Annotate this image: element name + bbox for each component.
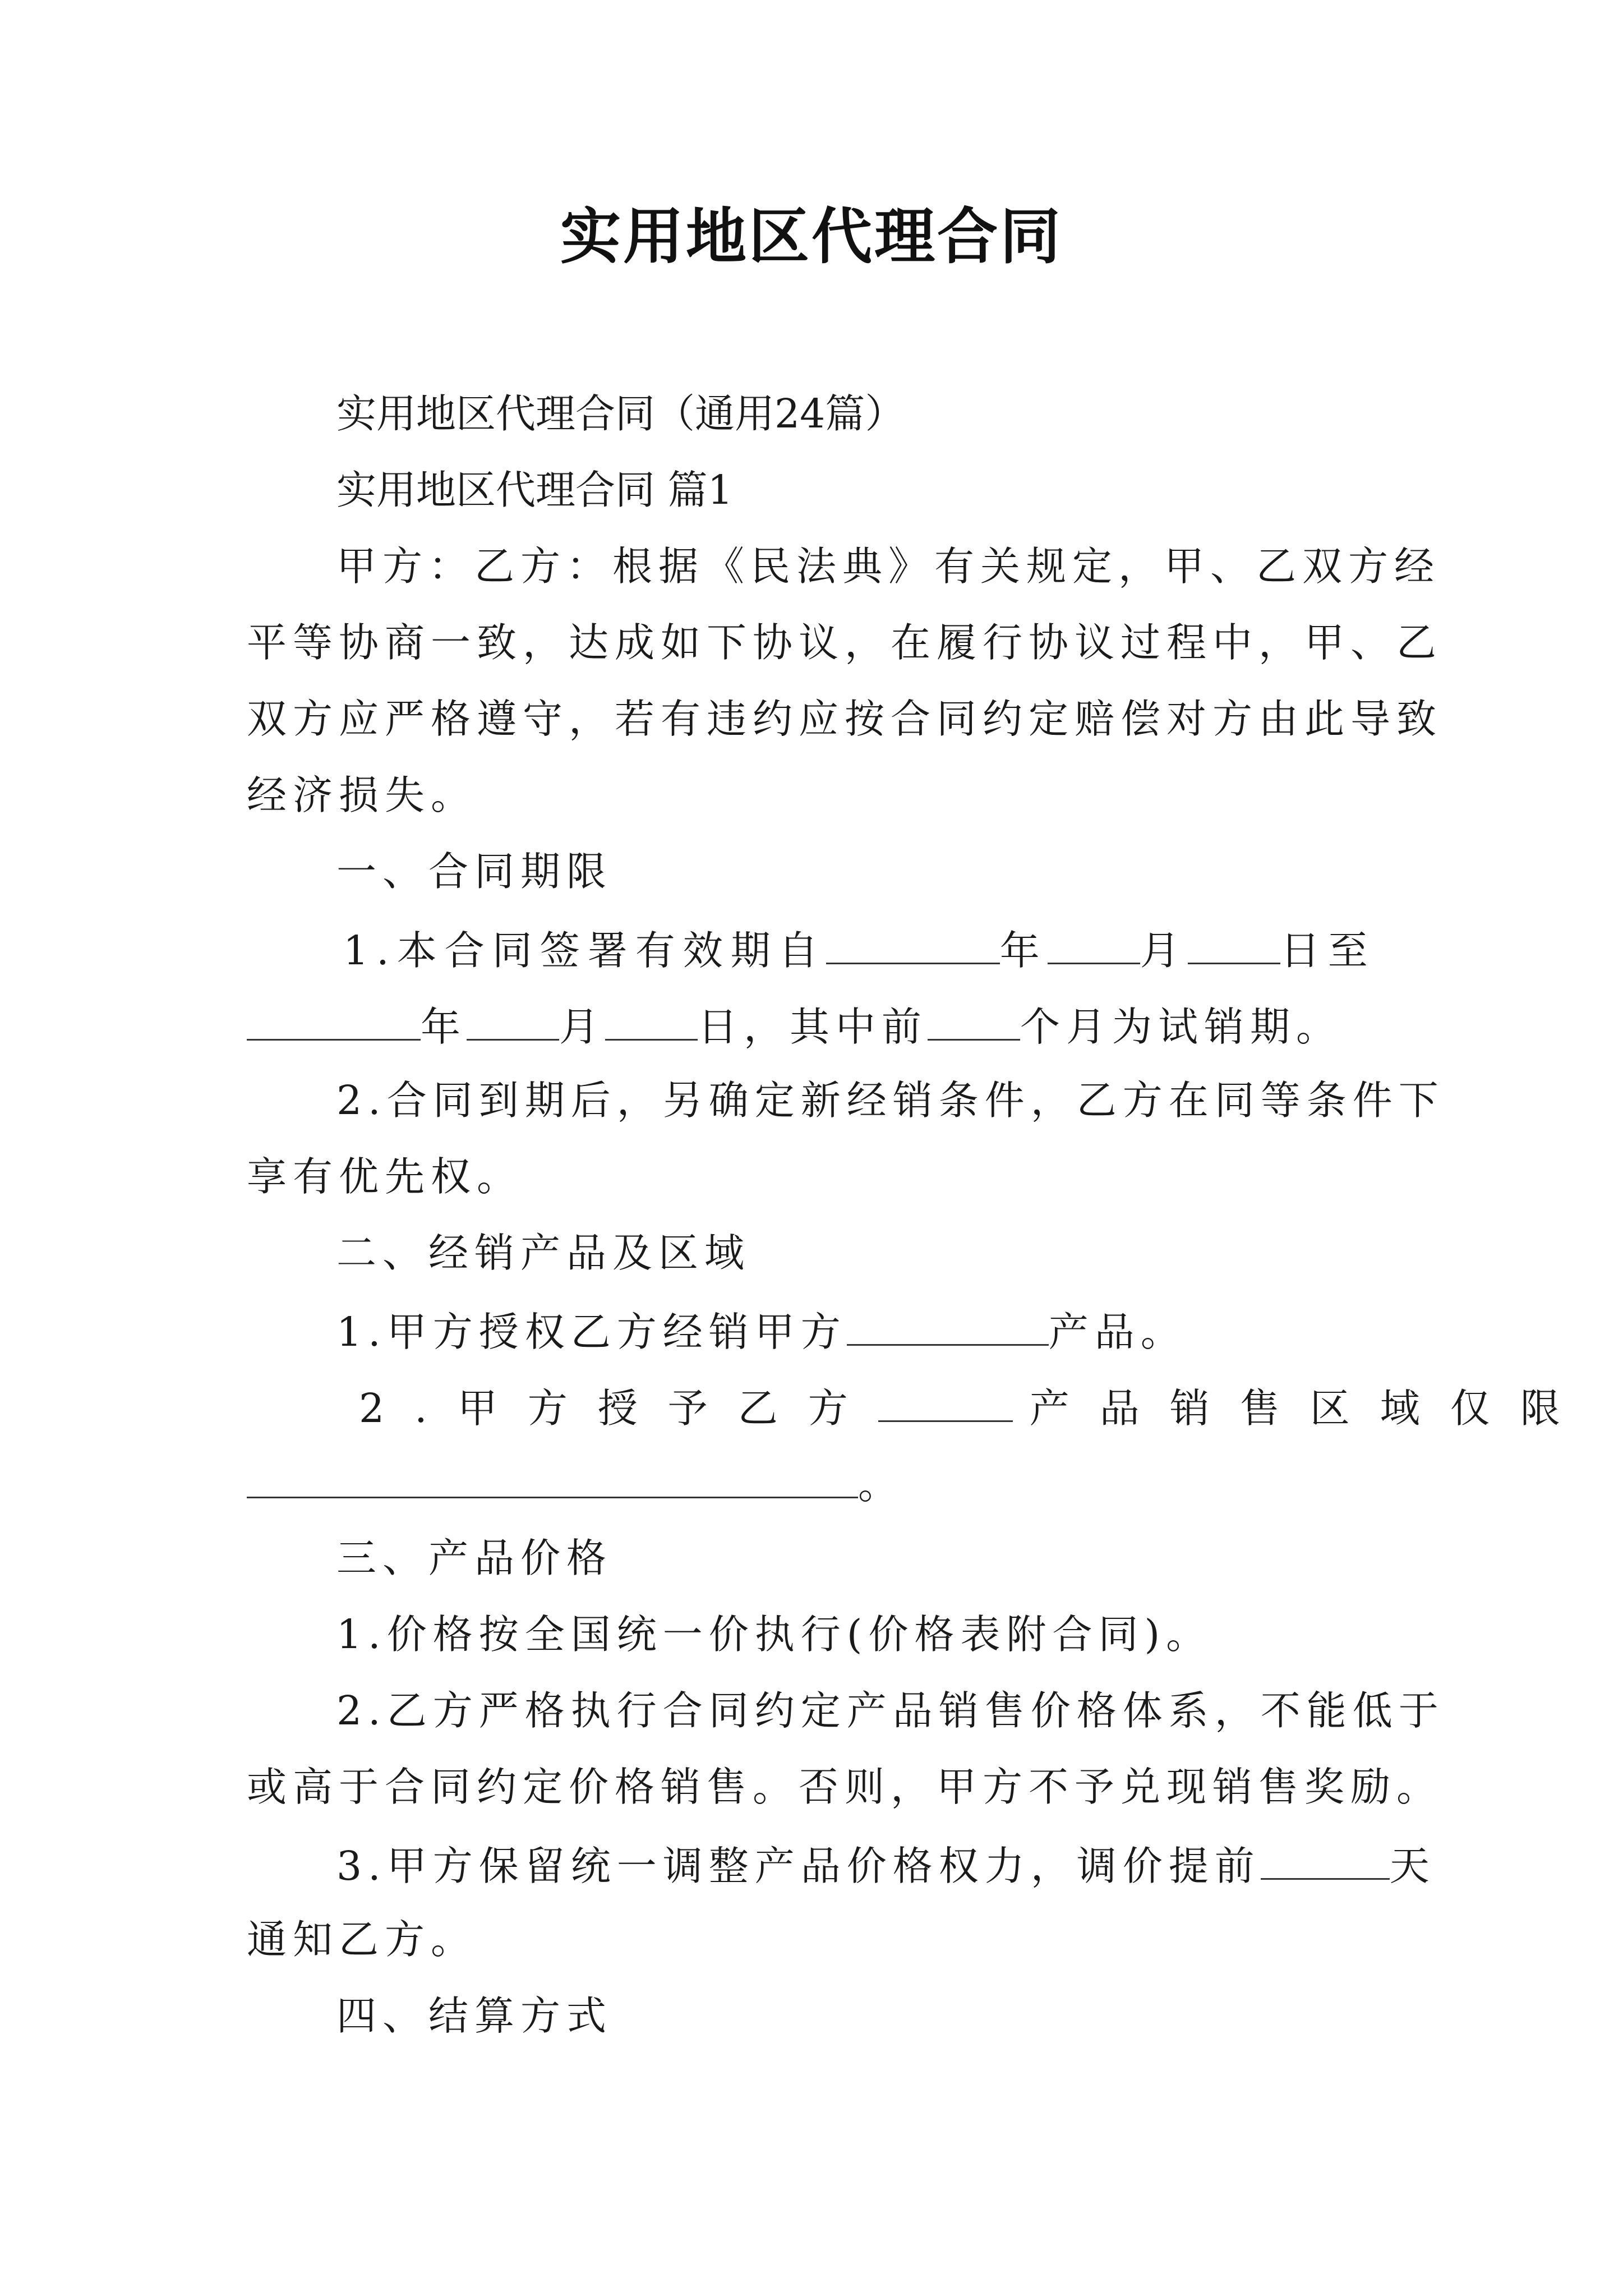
heading-settlement: 四、结算方式: [336, 1993, 613, 2039]
intro-line-1: 甲方：乙方：根据《民法典》有关规定，甲、乙双方经: [336, 543, 1441, 590]
clause-2-1-end: 产品。: [1048, 1309, 1187, 1355]
blank-field: [247, 1454, 858, 1498]
clause-2-2-line-2: [247, 1454, 898, 1513]
clause-2-2-text: 2.甲方授予乙方: [359, 1385, 878, 1432]
clause-2-2-line-1: [359, 1378, 1590, 1437]
intro-line-3: 双方应严格遵守，若有违约应按合同约定赔偿对方由此导致: [247, 696, 1443, 742]
intro-line-2: 平等协商一致，达成如下协议，在履行协议过程中，甲、乙: [247, 619, 1443, 666]
section-heading: 实用地区代理合同 篇1: [336, 467, 733, 513]
month-label: 月: [559, 1004, 606, 1050]
heading-products: 二、经销产品及区域: [336, 1230, 751, 1276]
document-subtitle: 实用地区代理合同（通用24篇）: [336, 390, 905, 437]
clause-2-1: [336, 1301, 1187, 1360]
clause-3-3-text: 3.甲方保留统一调整产品价格权力，调价提前: [336, 1843, 1261, 1889]
days-label: 天: [1389, 1843, 1436, 1889]
clause-1-2-line-1: 2.合同到期后，另确定新经销条件，乙方在同等条件下: [336, 1077, 1445, 1124]
blank-field: [467, 996, 559, 1041]
clause-3-1: 1.价格按全国统一价执行(价格表附合同)。: [336, 1611, 1212, 1658]
blank-field: [826, 920, 1000, 964]
clause-3-2-line-2: 或高于合同约定价格销售。否则，甲方不予兑现销售奖励。: [247, 1764, 1443, 1810]
blank-field: [847, 1301, 1049, 1346]
clause-2-2-period: 。: [858, 1461, 898, 1508]
heading-price: 三、产品价格: [336, 1535, 613, 1581]
blank-field: [605, 996, 698, 1041]
clause-1-1-line-1: [343, 920, 1376, 979]
year-label: 年: [999, 927, 1048, 974]
month-label: 月: [1140, 927, 1188, 974]
heading-term: 一、合同期限: [336, 848, 613, 895]
year-label: 年: [421, 1004, 467, 1050]
blank-field: [247, 996, 421, 1041]
clause-1-2-line-2: 享有优先权。: [247, 1153, 523, 1200]
blank-field: [1188, 920, 1280, 964]
clause-3-3-line-1: [336, 1835, 1436, 1894]
day-label: 日，其中前: [698, 1004, 928, 1050]
blank-field: [928, 996, 1020, 1041]
blank-field: [878, 1378, 1013, 1422]
day-to-label: 日至: [1280, 927, 1376, 974]
clause-2-2-region: 产品销售区域仅限: [1029, 1385, 1590, 1432]
clause-3-3-line-2: 通知乙方。: [247, 1916, 477, 1963]
blank-field: [1261, 1835, 1390, 1880]
clause-1-1-line-2: [247, 996, 1342, 1055]
blank-field: [1048, 920, 1140, 964]
document-title: 实用地区代理合同: [560, 201, 1063, 272]
clause-2-1-text: 1.甲方授权乙方经销甲方: [336, 1309, 847, 1355]
intro-line-4: 经济损失。: [247, 772, 477, 818]
trial-label: 个月为试销期。: [1020, 1004, 1343, 1050]
clause-3-2-line-1: 2.乙方严格执行合同约定产品销售价格体系，不能低于: [336, 1687, 1445, 1734]
clause-1-1-text: 1.本合同签署有效期自: [343, 927, 826, 974]
